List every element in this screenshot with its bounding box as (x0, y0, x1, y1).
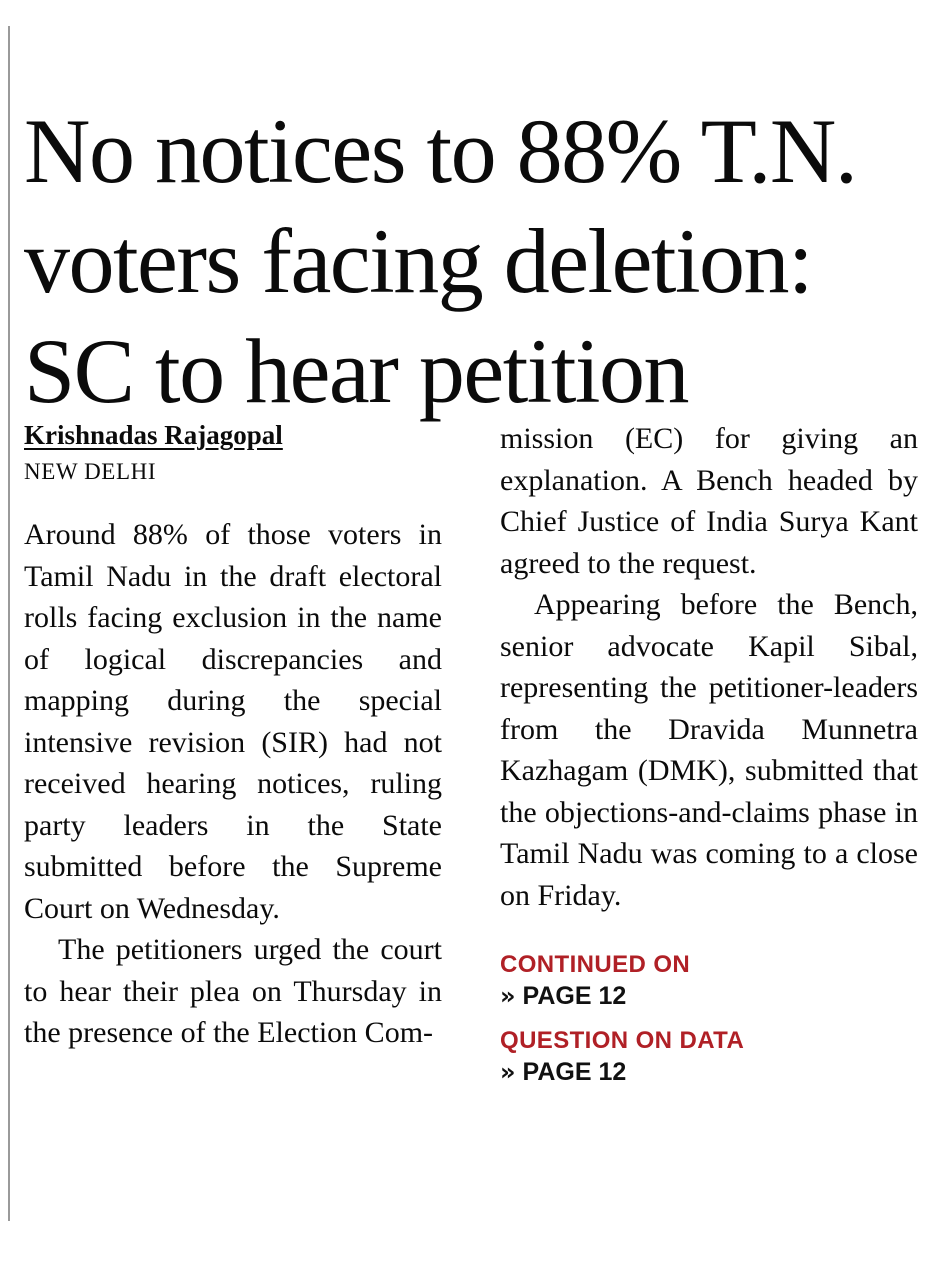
continuation-label: QUESTION ON DATA (500, 1027, 745, 1054)
continuation-references (500, 950, 918, 1088)
chevron-right-icon: » (500, 982, 516, 1010)
continuation-reference[interactable] (500, 950, 918, 1012)
continuation-target-line[interactable] (500, 1056, 918, 1088)
paragraph: The petitioners urged the court to hear their plea on Thursday in the presence of the Election Com- (24, 933, 442, 1049)
continuation-label: CONTINUED ON (500, 951, 691, 978)
continuation-target-line[interactable] (500, 980, 918, 1012)
article-column-right (500, 418, 918, 1102)
column-rule-divider (8, 26, 10, 1221)
byline-dateline: NEW DELHI (24, 459, 157, 484)
article-body (24, 418, 918, 1248)
paragraph: mission (EC) for giving an explanation. A Bench headed by Chief Justice of India Surya Kant agreed to the request. (500, 422, 918, 580)
continuation-page: PAGE 12 (522, 1058, 627, 1086)
continuation-reference[interactable] (500, 1026, 918, 1088)
byline-author: Krishnadas Rajagopal (24, 420, 283, 450)
page-title: No notices to 88% T.N. voters facing deletion: SC to hear petition (24, 99, 857, 422)
chevron-right-icon: » (500, 1058, 516, 1086)
paragraph: Around 88% of those voters in Tamil Nadu in the draft electoral rolls facing exclusion in the name of logical discrepancies and mapping during the special intensive revision (SIR) had not received hearing notices, ruling party leaders in the State submitted before the Supreme Court on Wednesday. (24, 518, 442, 925)
continuation-page: PAGE 12 (522, 982, 627, 1010)
paragraph: Appearing before the Bench, senior advocate Kapil Sibal, representing the petitioner-leaders from the Dravida Munnetra Kazhagam (DMK), submitted that the objections-and-claims phase in Tamil Nadu was coming to a close on Friday. (500, 588, 918, 912)
article-column-left (24, 418, 442, 1054)
